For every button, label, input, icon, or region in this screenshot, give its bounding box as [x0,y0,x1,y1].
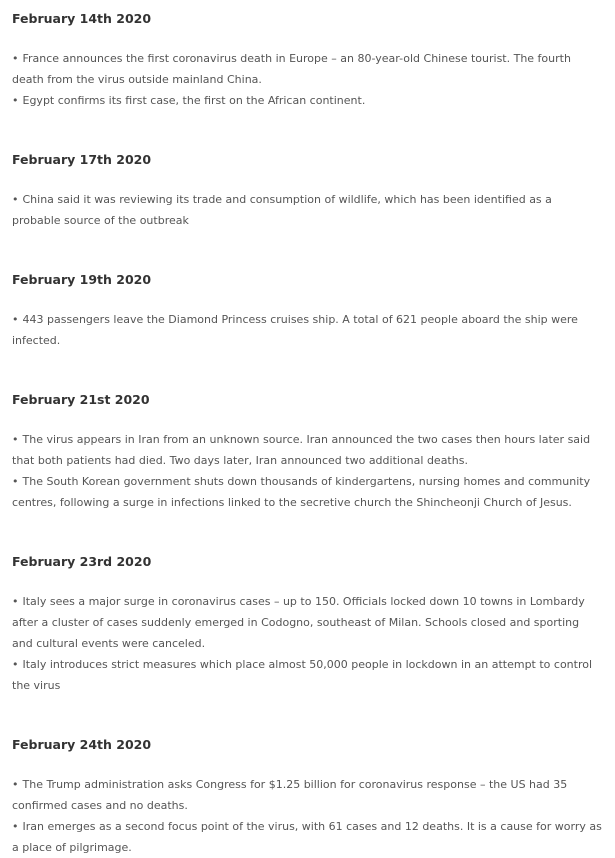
bullet-icon: • [12,475,19,488]
bullet-icon: • [12,313,19,326]
item-text: Italy sees a major surge in coronavirus cases – up to 150. Officials locked down 10 towns in Lombardy after a cluster of cases suddenly emerged in Codogno, southeast of Milan. Schools closed and sporting and cultural events were canceled. [12,595,585,650]
entry-items [12,48,603,111]
entry-items [12,774,603,858]
item-text: The Trump administration asks Congress for $1.25 billion for coronavirus response – the US had 35 confirmed cases and no deaths. [12,778,568,812]
bullet-icon: • [12,658,19,671]
list-item [12,654,603,696]
entry-date: February 14th 2020 [12,11,152,26]
list-item [12,774,603,816]
entry-items [12,189,603,231]
bullet-icon: • [12,94,19,107]
bullet-icon: • [12,595,19,608]
bullet-icon: • [12,778,19,791]
entry-date: February 23rd 2020 [12,554,152,569]
item-text: 443 passengers leave the Diamond Princess cruises ship. A total of 621 people aboard the ship were infected. [12,313,578,347]
timeline-entry [12,513,603,696]
item-text: Egypt confirms its first case, the first on the African continent. [22,94,366,107]
timeline-entry [12,111,603,231]
item-text: Iran emerges as a second focus point of the virus, with 61 cases and 12 deaths. It is a cause for worry as a place of pilgrimage. [12,820,602,854]
entry-items [12,429,603,513]
entry-date: February 19th 2020 [12,272,152,287]
list-item [12,816,603,858]
bullet-icon: • [12,193,19,206]
list-item [12,309,603,351]
bullet-icon: • [12,820,19,833]
list-item [12,90,603,111]
item-text: France announces the first coronavirus death in Europe – an 80-year-old Chinese tourist. The fourth death from the virus outside mainland China. [12,52,571,86]
entry-items [12,591,603,696]
list-item [12,48,603,90]
bullet-icon: • [12,52,19,65]
item-text: China said it was reviewing its trade and consumption of wildlife, which has been identified as a probable source of the outbreak [12,193,552,227]
timeline-entry [12,231,603,351]
item-text: Italy introduces strict measures which place almost 50,000 people in lockdown in an attempt to control the virus [12,658,593,692]
list-item [12,189,603,231]
list-item [12,591,603,654]
bullet-icon: • [12,433,19,446]
item-text: The South Korean government shuts down thousands of kindergartens, nursing homes and community centres, following a surge in infections linked to the secretive church the Shincheonji Church of Jesus. [12,475,591,509]
timeline-entry [12,0,603,111]
timeline-entry [12,351,603,513]
entry-items [12,309,603,351]
entry-date: February 24th 2020 [12,737,152,752]
timeline-entry [12,696,603,858]
list-item [12,471,603,513]
entry-date: February 21st 2020 [12,392,150,407]
item-text: The virus appears in Iran from an unknown source. Iran announced the two cases then hours later said that both patients had died. Two days later, Iran announced two additional deaths. [12,433,591,467]
entry-date: February 17th 2020 [12,152,152,167]
list-item [12,429,603,471]
